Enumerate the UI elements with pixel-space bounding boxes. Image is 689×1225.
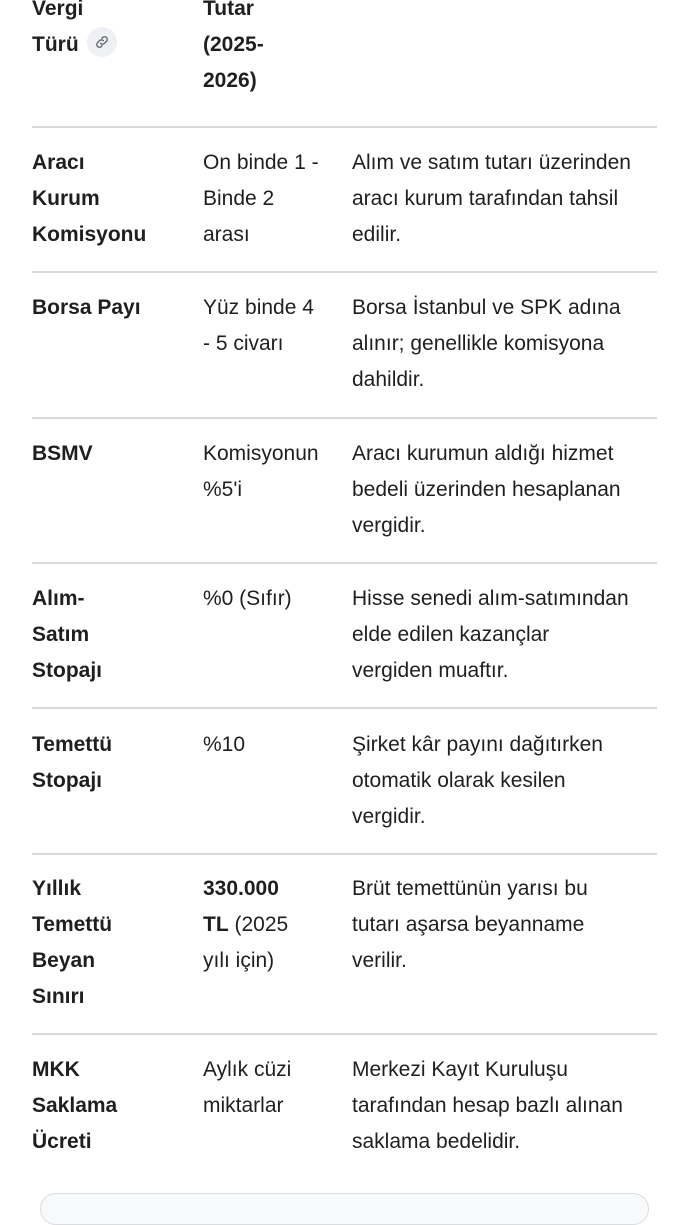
row-description: Brüt temettünün yarısı bu tutarı aşarsa beyanname verilir. [352,877,588,972]
row-name: BSMV [32,442,93,465]
row-amount: Komisyonun %5'i [203,442,319,501]
row-amount: %0 (Sıfır) [203,587,292,610]
row-description: Aracı kurumun aldığı hizmet bedeli üzerinden hesaplanan vergidir. [352,442,621,537]
row-description: Hisse senedi alım-satımından elde edilen kazançlar vergiden muaftır. [352,587,629,682]
row-amount: On binde 1 - Binde 2 arası [203,151,319,246]
divider [32,853,657,855]
header-vergi-turu [32,0,182,63]
row-description: Alım ve satım tutarı üzerinden aracı kurum tarafından tahsil edilir. [352,151,631,246]
divider [32,562,657,564]
row-description: Borsa İstanbul ve SPK adına alınır; genellikle komisyona dahildir. [352,296,621,391]
header-col1-line1: Vergi [32,0,84,20]
table-header [0,0,689,118]
divider [32,1033,657,1035]
row-name: Temettü Stopajı [32,733,113,792]
row-amount: Yüz binde 4 - 5 civarı [203,296,314,355]
row-name: Borsa Payı [32,296,141,319]
divider [32,417,657,419]
header-tutar [203,0,331,99]
row-amount: 330.000 TL (2025 yılı için) [203,877,289,972]
bottom-input-bar[interactable] [40,1193,649,1225]
header-col2-line3: 2026) [203,69,257,92]
header-col2-line2: (2025- [203,33,264,56]
row-name: MKK Saklama Ücreti [32,1058,118,1153]
header-col1-line2: Türü [32,33,79,56]
divider [32,126,657,128]
row-amount: %10 [203,733,246,756]
divider [32,707,657,709]
row-name: Yıllık Temettü Beyan Sınırı [32,877,113,1008]
row-amount: Aylık cüzi miktarlar [203,1058,292,1117]
link-icon[interactable] [87,27,117,57]
row-description: Merkezi Kayıt Kuruluşu tarafından hesap bazlı alınan saklama bedelidir. [352,1058,623,1153]
row-name: Aracı Kurum Komisyonu [32,151,147,246]
divider [32,271,657,273]
row-name: Alım- Satım Stopajı [32,587,103,682]
row-description: Şirket kâr payını dağıtırken otomatik olarak kesilen vergidir. [352,733,603,828]
header-col2-line1: Tutar [203,0,254,20]
